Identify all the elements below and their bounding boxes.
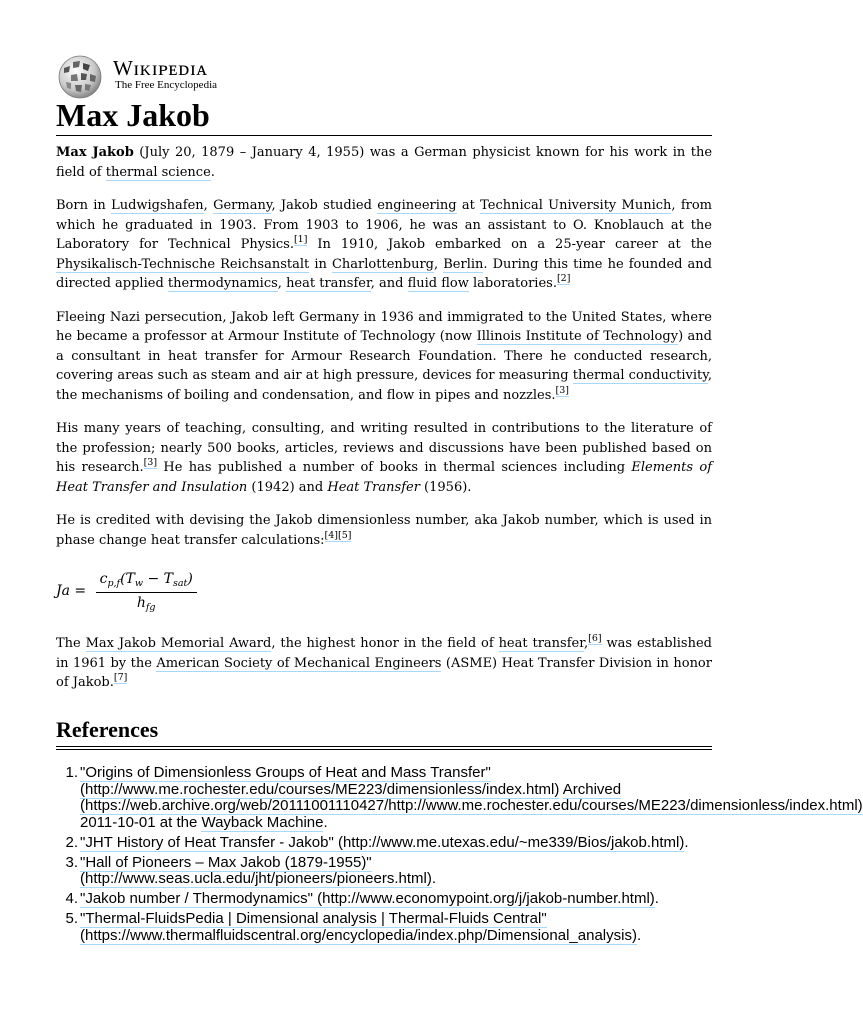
text: . During this time he founded and directed applied (56, 256, 713, 291)
link-tu-munich[interactable]: Technical University Munich (480, 198, 672, 213)
formula-numerator: $c_{p,f}(T_w - T_{sat})$ (96, 570, 197, 593)
book-title: Heat Transfer (327, 479, 420, 495)
article-body (56, 143, 712, 707)
citation-2 (557, 273, 570, 285)
formula-lhs: Ja = (56, 582, 87, 599)
jakob-number-formula (56, 570, 712, 616)
citation-4 (325, 530, 352, 542)
citation-link-3b[interactable]: [3] (143, 457, 158, 468)
link-ludwigshafen[interactable]: Ludwigshafen (111, 198, 204, 213)
wikipedia-wordmark: Wɪᴋɪᴘᴇᴅɪᴀ (113, 56, 208, 80)
link-asme[interactable]: American Society of Mechanical Engineers (156, 655, 442, 671)
text: Fleeing Nazi persecution, Jakob left Germany in 1936 and immigrated to the United States, where he became a professor at Armour Institute of Technology (now (56, 309, 712, 344)
text: In 1910, Jakob embarked on a 25-year career at the (307, 237, 712, 252)
link-fluid-flow[interactable]: fluid flow (407, 276, 469, 291)
reference-link[interactable]: "JHT History of Heat Transfer - Jakob" (http://www.me.utexas.edu/~me339/Bios/jakob.html) (80, 833, 685, 851)
reference-item: 4. "Jakob number / Thermodynamics" (http://www.economypoint.org/j/jakob-number.html). (80, 891, 712, 908)
reference-link[interactable]: "Origins of Dimensionless Groups of Heat and Mass Transfer" (http://www.me.rochester.edu/courses/ME223/dimensionless/index.html) (80, 764, 560, 798)
text: , the mechanisms of boiling and condensation, and flow in pipes and nozzles. (56, 368, 712, 403)
text: He has published a number of books in thermal sciences including (157, 460, 632, 475)
references-list (65, 764, 863, 948)
link-thermal-science[interactable]: thermal science (105, 164, 211, 180)
book-title: Elements of Heat Transfer and Insulation (56, 460, 713, 495)
reference-number: 5. (65, 910, 78, 927)
link-iit[interactable]: Illinois Institute of Technology (476, 329, 679, 344)
text: in (309, 256, 332, 272)
text: (1956). (419, 479, 472, 495)
reference-link[interactable]: "Jakob number / Thermodynamics" (http://www.economypoint.org/j/jakob-number.html) (80, 890, 655, 907)
paragraph-publications (56, 419, 712, 497)
text: (1942) and (247, 479, 328, 495)
link-heat-transfer[interactable]: heat transfer (286, 276, 371, 291)
reference-number: 1. (65, 764, 78, 781)
text: The (56, 636, 86, 651)
text: He is credited with devising the Jakob dimensionless number, aka Jakob number, which is used in phase change heat transfer calculations: (56, 513, 712, 548)
citation-link-6[interactable]: [6] (588, 633, 602, 644)
reference-number: 4. (65, 890, 78, 907)
wikipedia-tagline: The Free Encyclopedia (115, 79, 218, 91)
text: , (277, 276, 287, 291)
text: , (584, 636, 589, 651)
link-charlottenburg[interactable]: Charlottenburg (331, 256, 434, 272)
citation-1 (294, 234, 307, 246)
citation-3 (556, 385, 569, 397)
reference-number: 3. (65, 853, 78, 871)
text: , (434, 256, 444, 272)
text: . (210, 164, 215, 180)
text: laboratories. (468, 276, 557, 291)
formula-denominator: $h_{fg}$ (136, 594, 156, 613)
citation-link-1[interactable]: [1] (293, 234, 308, 245)
text: ) and a consultant in heat transfer for Armour Research Foundation. There he conducted research, covering areas such as steam and air at high pressure, devices for measuring (56, 329, 712, 383)
link-berlin[interactable]: Berlin (443, 256, 484, 272)
citation-6 (588, 633, 601, 645)
link-thermal-conductivity[interactable]: thermal conductivity (572, 368, 708, 383)
text: , Jakob studied (271, 198, 378, 213)
citation-7 (114, 672, 127, 684)
text: , from which he graduated in 1903. From 1903 to 1906, he was an assistant to O. Knoblauch at the Laboratory for Technical Physics. (56, 198, 713, 252)
text: at (456, 198, 481, 213)
link-germany[interactable]: Germany (213, 198, 272, 213)
link-ptr[interactable]: Physikalisch-Technische Reichsanstalt (56, 256, 310, 272)
reference-item: 1. "Origins of Dimensionless Groups of Heat and Mass Transfer" (http://www.me.rochester.edu/courses/ME223/dimensionless/index.html) Archived (https://web.archive.org/web/20111001110427/http://www.me.rochester.edu/courses/ME223/dimensionless/index.html) 2011-10-01 at the Wayback Machine. (80, 765, 712, 831)
paragraph-early-career (56, 196, 712, 294)
wikipedia-globe-icon (56, 54, 106, 100)
link-heat-transfer-2[interactable]: heat transfer (498, 636, 585, 651)
formula-fraction (96, 570, 197, 613)
citation-link-2[interactable]: [2] (556, 273, 571, 284)
archive-link[interactable]: Archived (https://web.archive.org/web/20111001110427/http://www.me.rochester.edu/courses/ME223/dimensionless/index.html) (80, 780, 863, 814)
text: (ASME) Heat Transfer Division in honor of Jakob. (56, 655, 712, 690)
text: , and (370, 276, 408, 291)
citation-link-7[interactable]: [7] (113, 672, 128, 683)
citation-link-3[interactable]: [3] (555, 384, 570, 396)
reference-link[interactable]: "Hall of Pioneers – Max Jakob (1879-1955)" (http://www.seas.ucla.edu/jht/pioneers/pioneers.html) (80, 853, 432, 887)
page-title: Max Jakob (56, 96, 712, 136)
text: Born in (56, 198, 112, 213)
text: 2011-10-01 at the (80, 813, 202, 831)
text: His many years of teaching, consulting, and writing resulted in contributions to the literature of the profession; nearly 500 books, articles, reviews and discussions have been published based on his research. (56, 421, 712, 475)
link-memorial-award[interactable]: Max Jakob Memorial Award (85, 636, 272, 651)
text: , the highest honor in the field of (271, 636, 499, 651)
paragraph-jakob-number (56, 511, 712, 550)
link-engineering[interactable]: engineering (377, 198, 457, 213)
text: , (203, 198, 214, 213)
citation-link-5[interactable]: [5] (337, 529, 352, 541)
reference-number: 2. (65, 833, 78, 851)
paragraph-emigration (56, 308, 712, 406)
intro-paragraph (56, 143, 712, 182)
link-thermodynamics[interactable]: thermodynamics (167, 276, 278, 291)
reference-item: 3. "Hall of Pioneers – Max Jakob (1879-1955)" (http://www.seas.ucla.edu/jht/pioneers/pioneers.html). (80, 855, 712, 888)
subject-name: Max Jakob (56, 145, 134, 160)
reference-item: 5. "Thermal-FluidsPedia | Dimensional analysis | Thermal-Fluids Central" (https://www.thermalfluidscentral.org/encyclopedia/index.php/Dimensional_analysis). (80, 911, 712, 944)
text: was established in 1961 by the (56, 636, 712, 671)
text: (July 20, 1879 – January 4, 1955) was a German physicist known for his work in the field of (56, 145, 713, 180)
reference-link[interactable]: "Thermal-FluidsPedia | Dimensional analysis | Thermal-Fluids Central" (https://www.thermalfluidscentral.org/encyclopedia/index.php/Dimensional_analysis) (80, 910, 637, 944)
reference-item: 2. "JHT History of Heat Transfer - Jakob" (http://www.me.utexas.edu/~me339/Bios/jakob.html). (80, 835, 712, 852)
paragraph-award (56, 634, 712, 693)
citation-3b (144, 457, 157, 469)
references-heading: References (56, 716, 712, 750)
wayback-link[interactable]: Wayback Machine (201, 813, 324, 831)
citation-link-4[interactable]: [4] (324, 529, 338, 541)
